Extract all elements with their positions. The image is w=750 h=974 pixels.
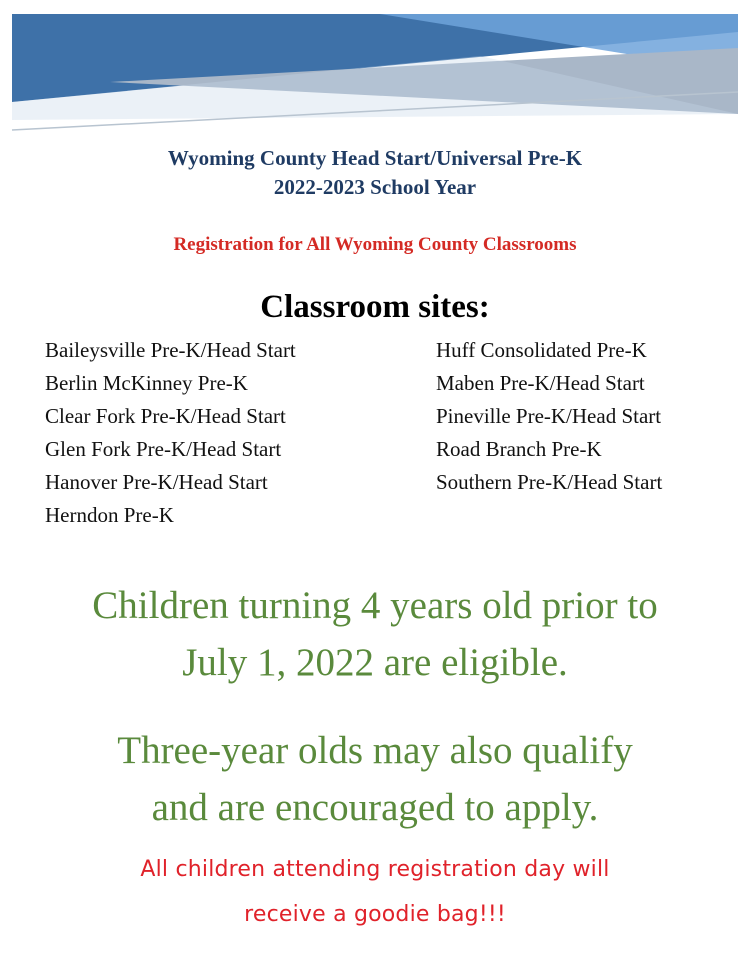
sites-list-left xyxy=(45,334,296,532)
title-line-2: 2022-2023 School Year xyxy=(273,175,477,199)
eligibility-line-2: July 1, 2022 are eligible. xyxy=(182,641,568,684)
goodie-bag-line-2: receive a goodie bag!!! xyxy=(244,902,506,927)
site-item: Glen Fork Pre-K/Head Start xyxy=(45,437,282,461)
header-banner xyxy=(0,0,750,140)
three-year-line-1: Three-year olds may also qualify xyxy=(117,729,633,772)
site-item: Huff Consolidated Pre-K xyxy=(436,338,647,362)
site-item: Baileysville Pre-K/Head Start xyxy=(45,338,296,362)
site-item: Hanover Pre-K/Head Start xyxy=(45,470,268,494)
registration-subtitle: Registration for All Wyoming County Classrooms xyxy=(173,234,577,255)
site-item: Pineville Pre-K/Head Start xyxy=(436,404,662,428)
eligibility-line-1: Children turning 4 years old prior to xyxy=(92,584,658,627)
site-item: Maben Pre-K/Head Start xyxy=(436,371,645,395)
title-line-1: Wyoming County Head Start/Universal Pre-K xyxy=(167,146,583,170)
site-item: Southern Pre-K/Head Start xyxy=(436,470,663,494)
site-item: Herndon Pre-K xyxy=(45,503,174,527)
three-year-line-2: and are encouraged to apply. xyxy=(151,786,599,829)
sites-list-right xyxy=(436,334,662,499)
site-item: Clear Fork Pre-K/Head Start xyxy=(45,404,286,428)
classroom-sites-heading: Classroom sites: xyxy=(260,289,490,325)
site-item: Road Branch Pre-K xyxy=(436,437,602,461)
goodie-bag-line-1: All children attending registration day will xyxy=(140,857,610,882)
site-item: Berlin McKinney Pre-K xyxy=(45,371,248,395)
